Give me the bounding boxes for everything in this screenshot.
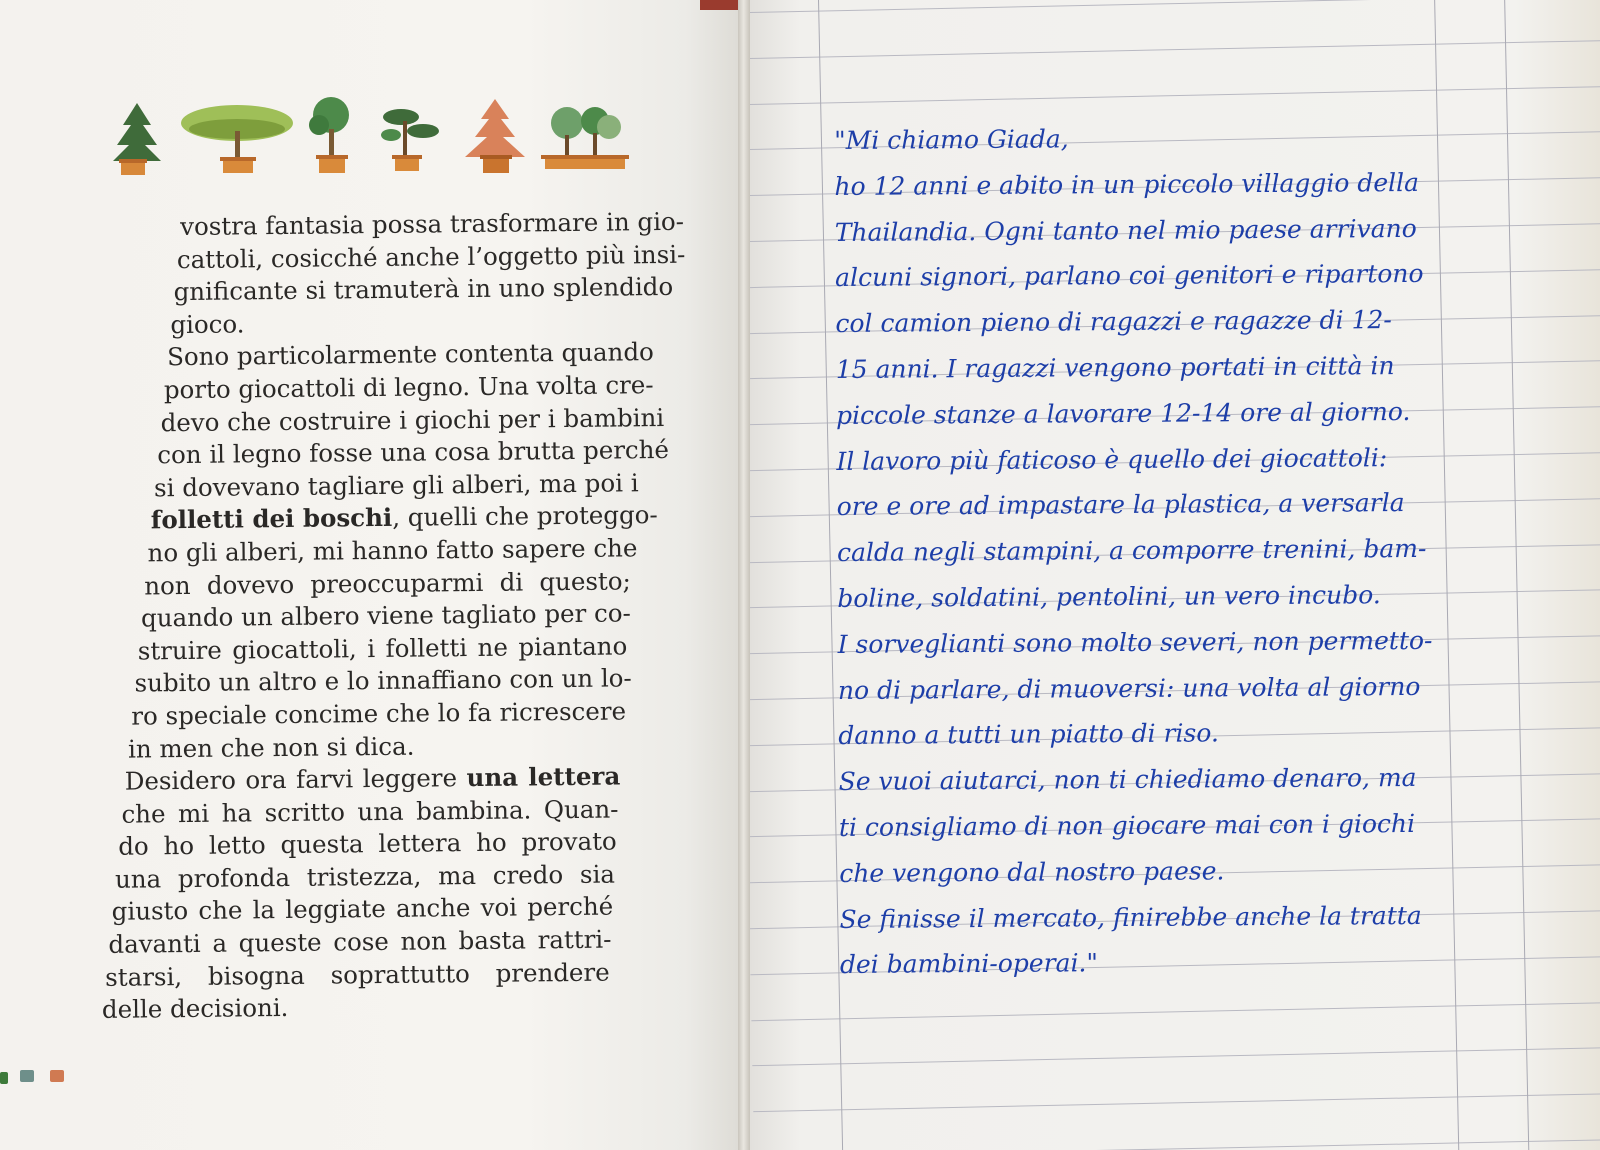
handwritten-line: no di parlare, di muoversi: una volta al giorno: [837, 671, 1421, 705]
text-fragment: non dovevo preoccuparmi di questo;: [144, 565, 631, 600]
handwritten-line: ti consigliamo di non giocare mai con i giochi: [838, 808, 1416, 842]
ruled-line: [752, 1047, 1600, 1067]
text-line: [98, 956, 610, 994]
text-fragment: una profonda tristezza, ma credo sia: [114, 859, 616, 894]
handwritten-line: Il lavoro più faticoso è quello dei giocattoli:: [836, 442, 1388, 476]
text-fragment: devo che costruire i giochi per i bambini: [160, 402, 665, 437]
text-fragment: che mi ha scritto una bambina. Quan-: [121, 794, 619, 829]
text-line: [98, 989, 608, 1027]
right-page-notebook: [750, 0, 1600, 1150]
handwritten-line: boline, soldatini, pentolini, un vero incubo.: [837, 580, 1381, 613]
handwritten-line: che vengono dal nostro paese.: [839, 856, 1225, 888]
text-fragment: , quelli che proteggo-: [392, 500, 658, 533]
handwritten-line: ho 12 anni e abito in un piccolo villaggio della: [834, 167, 1420, 201]
text-fragment: gnificante si tramuterà in uno splendido: [173, 272, 674, 307]
pine-icon: [465, 99, 525, 173]
handwritten-line: I sorveglianti sono molto severi, non permetto-: [837, 625, 1433, 659]
text-fragment: cattoli, cosicché anche l’oggetto più insi-: [176, 239, 686, 274]
text-line: [92, 369, 654, 407]
handwritten-line: Thailandia. Ogni tanto nel mio paese arrivano: [834, 213, 1417, 247]
ruled-line: [751, 1001, 1600, 1021]
text-fragment: si dovevano tagliare gli alberi, ma poi i: [153, 468, 639, 503]
tree-illustration-row: [105, 95, 645, 185]
text-line: [97, 891, 613, 929]
handwritten-line: dei bambini-operai.": [839, 948, 1099, 980]
text-line: [97, 858, 615, 896]
text-fragment: con il legno fosse una cosa brutta perché: [157, 435, 670, 470]
text-line: [93, 532, 638, 570]
potted-trees-illustration: [105, 95, 645, 185]
ruled-line: [750, 85, 1600, 105]
margin-line: [1503, 0, 1529, 1150]
footer-decoration: [0, 1068, 80, 1088]
text-line: [94, 598, 629, 636]
handwritten-line: ore e ore ad impastare la plastica, a versarla: [836, 488, 1405, 522]
text-fragment: struire giocattoli, i folletti ne piantano: [137, 631, 628, 666]
text-line: [98, 924, 612, 962]
text-fragment: davanti a queste cose non basta rattri-: [108, 924, 612, 959]
body-text: [90, 206, 686, 1027]
text-fragment: Sono particolarmente contenta quando: [166, 337, 654, 372]
text-fragment: giusto che la leggiate anche voi perché: [111, 892, 614, 927]
text-fragment: do ho letto questa lettera ho provato: [118, 826, 617, 862]
handwritten-letter: [834, 113, 1490, 988]
text-fragment: porto giocattoli di legno. Una volta cre-: [163, 370, 654, 405]
text-fragment: gioco.: [170, 309, 245, 339]
ruled-line: [750, 39, 1600, 59]
bold-phrase: folletti dei boschi: [150, 503, 393, 535]
handwritten-line: Se finisse il mercato, finirebbe anche la tratta: [839, 900, 1422, 934]
ruled-line: [754, 1138, 1600, 1150]
text-fragment: in men che non si dica.: [127, 731, 415, 764]
bush-icon: [181, 105, 293, 173]
bonsai-icon: [309, 97, 349, 173]
handwritten-line: alcuni signori, parlano coi genitori e ripartono: [835, 259, 1424, 293]
text-line: [90, 206, 685, 244]
tree-icon: [113, 103, 161, 175]
text-line: [96, 793, 619, 831]
text-fragment: subito un altro e lo innaffiano con un lo-: [134, 663, 632, 698]
text-fragment: vostra fantasia possa trasformare in gio-: [180, 206, 685, 242]
ruled-line: [750, 0, 1600, 13]
text-fragment: Desidero ora farvi leggere: [124, 763, 467, 796]
ruled-line: [753, 1093, 1600, 1113]
handwritten-line: piccole stanze a lavorare 12-14 ore al giorno.: [835, 396, 1411, 430]
bonsai-icon: [381, 109, 439, 171]
bonsai-icon: [541, 107, 629, 169]
handwritten-line: Se vuoi aiutarci, non ti chiediamo denaro, ma: [838, 763, 1417, 797]
handwritten-line: 15 anni. I ragazzi vengono portati in città in: [835, 351, 1395, 384]
handwritten-line: danno a tutti un piatto di riso.: [838, 718, 1219, 751]
text-fragment: quando un albero viene tagliato per co-: [140, 598, 631, 633]
text-line: [95, 728, 622, 766]
text-line: [96, 826, 616, 864]
bold-phrase: una lettera: [466, 761, 621, 793]
text-fragment: starsi, bisogna soprattutto prendere: [105, 957, 610, 992]
text-line: [96, 761, 621, 799]
text-fragment: no gli alberi, mi hanno fatto sapere che: [147, 533, 638, 568]
text-line: [95, 663, 632, 701]
text-line: [92, 434, 670, 472]
text-fragment: ro speciale concime che lo fa ricrescere: [131, 696, 627, 731]
text-fragment: delle decisioni.: [101, 993, 289, 1025]
handwritten-line: "Mi chiamo Giada,: [834, 124, 1069, 155]
handwritten-line: calda negli stampini, a comporre trenini, bam-: [836, 534, 1427, 568]
text-line: [95, 695, 627, 733]
handwritten-line: col camion pieno di ragazzi e ragazze di 12-: [835, 305, 1392, 339]
left-page: [0, 0, 745, 1150]
text-line: [91, 271, 674, 309]
